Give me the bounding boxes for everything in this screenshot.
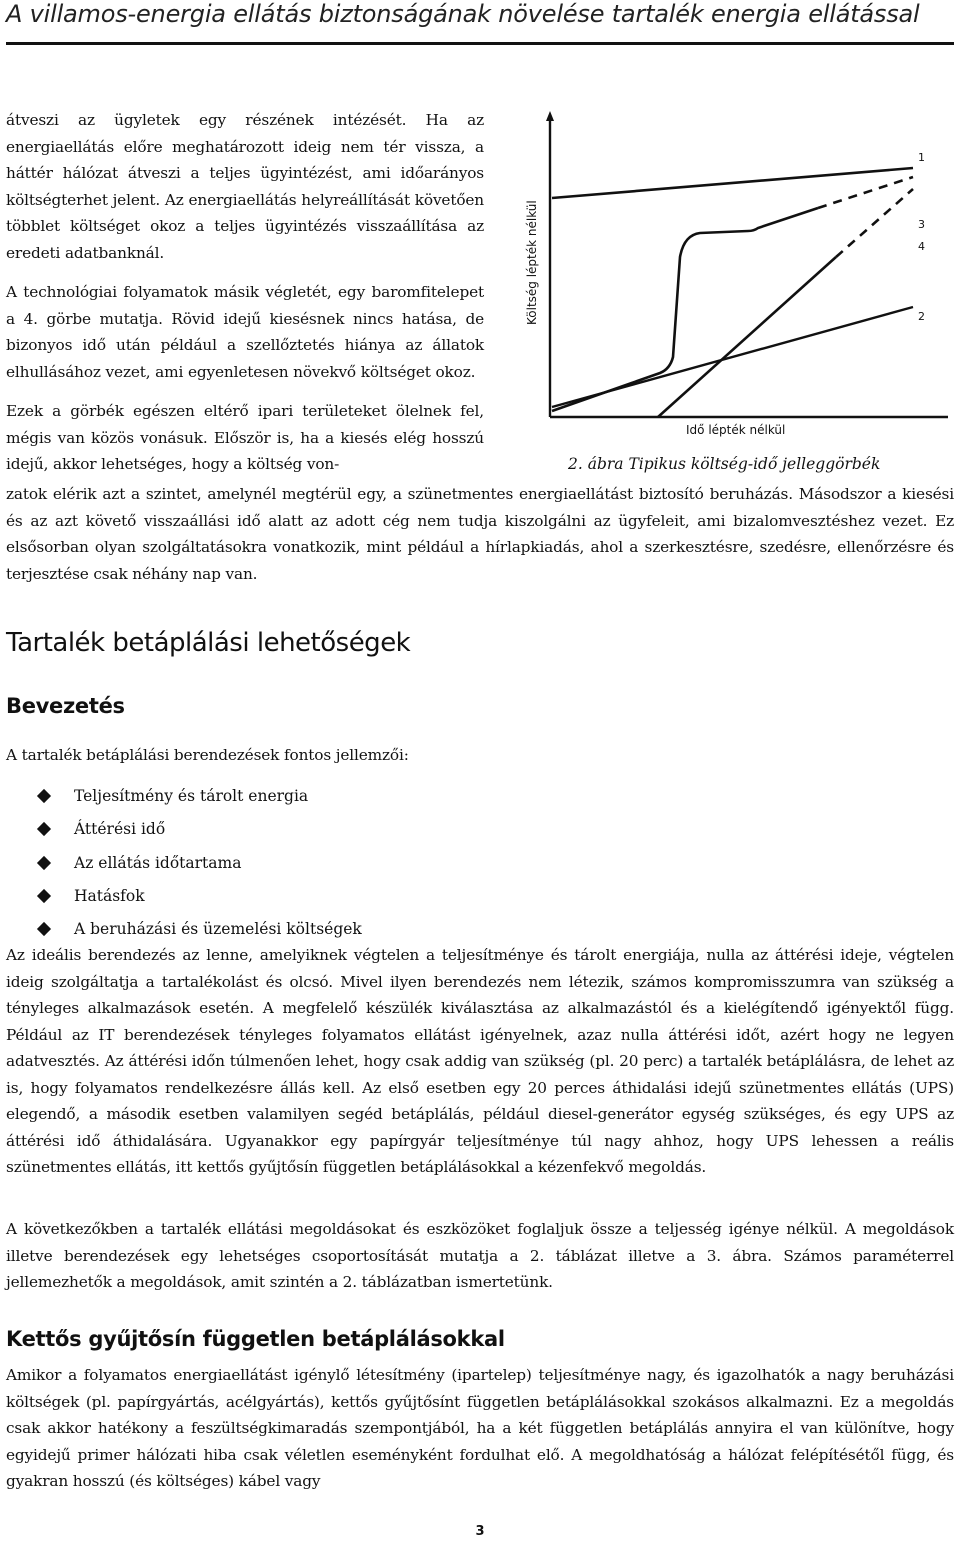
paragraph: A technológiai folyamatok másik végletét, egy baromfitelepet a 4. görbe mutatja. Rövid idejű kiesésnek nincs hatása, de bizonyos idő után például a szellőztetés hiánya az állatok elhullásához vezet, ami egyenletesen növekvő költséget okoz. (6, 283, 484, 381)
y-axis-arrow (546, 111, 554, 121)
paragraph-overview: A következőkben a tartalék ellátási megoldásokat és eszközöket foglaljuk össze a teljesség igénye nélkül. A megoldások illetve berendezések egy lehetséges csoportosítását mutatja a 2. táblázat illetve a 3. ábra. Számos paraméterrel jellemezhetők a megoldások, amit szintén a 2. táblázatban ismertetünk. (6, 1220, 954, 1291)
curve-3-dashed (818, 177, 913, 208)
curve-label-2: 2 (918, 310, 925, 323)
subsection-title-intro: Bevezetés (6, 694, 125, 718)
diamond-bullet-icon (37, 789, 51, 803)
curve-label-4: 4 (918, 240, 925, 253)
diamond-bullet-icon (37, 856, 51, 870)
paragraph-wrap-start: Ezek a görbék egészen eltérő ipari területeket ölelnek fel, mégis van közös vonásuk. Először is, ha a kiesés elég hosszú idejű, akkor lehetséges, hogy a költség von- (6, 402, 484, 473)
feature-list (38, 780, 362, 946)
paragraph-continuation: zatok elérik azt a szintet, amelynél megtérül egy, a szünetmentes energiaellátást biztosító beruházás. Másodszor a kiesési és az azt követő visszaállási idő alatt az adott cég nem tudja kiszolgálni az ügyfeleit, ami bizalomvesztéshez vezet. Ez elsősorban olyan szolgáltatásokra vonatkozik, mint például a hírlapkiadás, ahol a szerkesztésre, szedésre, ellenőrzésre és terjesztése csak néhány nap van. (6, 485, 954, 583)
paragraph-double-busbar: Amikor a folyamatos energiaellátást igénylő létesítmény (ipartelep) teljesítménye nagy, és igazolhatók a nagy beruházási költségek (pl. papírgyártás, acélgyártás), kettős gyűjtősínt független betáplálásokkal szokásos alkalmazni. Ez a megoldás csak akkor hatékony a feszültségkimaradás szempontjából, ha a két független betáplálás annyira el van különítve, hogy egyidejű primer hálózati hiba csak véletlen eseményként fordulhat elő. A megoldhatóság a hálózat felépítésétől függ, és gyakran hosszú (és költséges) kábel vagy (6, 1366, 954, 1490)
page-number: 3 (475, 1524, 485, 1539)
subsection-title-double-busbar: Kettős gyűjtősín független betáplálásokkal (6, 1327, 505, 1351)
intro-sentence: A tartalék betáplálási berendezések fontos jellemzői: (6, 746, 409, 764)
y-axis-label: Költség lépték nélkül (525, 200, 539, 325)
paragraph-ideal-device: Az ideális berendezés az lenne, amelyiknek végtelen a teljesítménye és tárolt energiája, nulla az áttérési ideje, végtelen ideig szolgáltatja a tartalékolást és olcsó. Mivel ilyen berendezés nem létezik, számos kompromisszumra van szükség a tényleges alkalmazások esetén. A megfelelő készülék kiválasztása az alkalmazástól és a kielégítendő igényektől függ. Például az IT berendezések tényleges folyamatos ellátást igényelnek, azaz nulla áttérési időt, azért hogy ne legyen adatvesztés. Az áttérési időn túlmenően lehet, hogy csak addig van szükség (pl. 20 perc) a tartalék betáplálásra, de lehet az is, hogy folyamatos rendelkezésre állás kell. Az első esetben egy 20 perces áthidalási idejű szünetmentes ellátás (UPS) elegendő, a második esetben valamilyen segéd betáplálás, például diesel-generátor egység szükséges, és egy UPS az áttérési idő áthidalására. Ugyanakkor egy papírgyár teljesítménye túl nagy ahhoz, hogy UPS lehessen a reális szünetmentes ellátás, itt kettős gyűjtősín független betáplálásokkal a kézenfekvő megoldás. (6, 946, 954, 1176)
left-column (6, 107, 484, 491)
diamond-bullet-icon (37, 922, 51, 936)
list-item: Teljesítmény és tárolt energia (38, 780, 362, 813)
curve-4-dashed (836, 189, 913, 257)
curve-1 (552, 168, 913, 198)
paragraph: átveszi az ügyletek egy részének intézését. Ha az energiaellátás előre meghatározott ideig nem tér vissza, a háttér hálózat átveszi a teljes ügyintézést, ami időarányos költségterhet jelent. Az energiaellátás helyreállítását követően többlet költséget okoz a teljes ügyintézés visszaállítása az eredeti adatbanknál. (6, 111, 484, 262)
figure-caption: 2. ábra Tipikus költség-idő jelleggörbék (568, 455, 881, 473)
cost-time-figure (518, 107, 958, 492)
header-rule (6, 42, 954, 45)
curve-2 (552, 307, 913, 407)
x-axis-label: Idő lépték nélkül (686, 423, 786, 437)
diamond-bullet-icon (37, 822, 51, 836)
curve-label-3: 3 (918, 218, 925, 231)
section-title: Tartalék betáplálási lehetőségek (6, 628, 411, 658)
curve-label-1: 1 (918, 151, 925, 164)
diamond-bullet-icon (37, 889, 51, 903)
list-item: Hatásfok (38, 880, 362, 913)
running-header: A villamos-energia ellátás biztonságának növelése tartalék energia ellátással (6, 0, 920, 28)
curve-4 (658, 257, 836, 417)
list-item: A beruházási és üzemelési költségek (38, 913, 362, 946)
list-item: Áttérési idő (38, 813, 362, 846)
list-item: Az ellátás időtartama (38, 847, 362, 880)
